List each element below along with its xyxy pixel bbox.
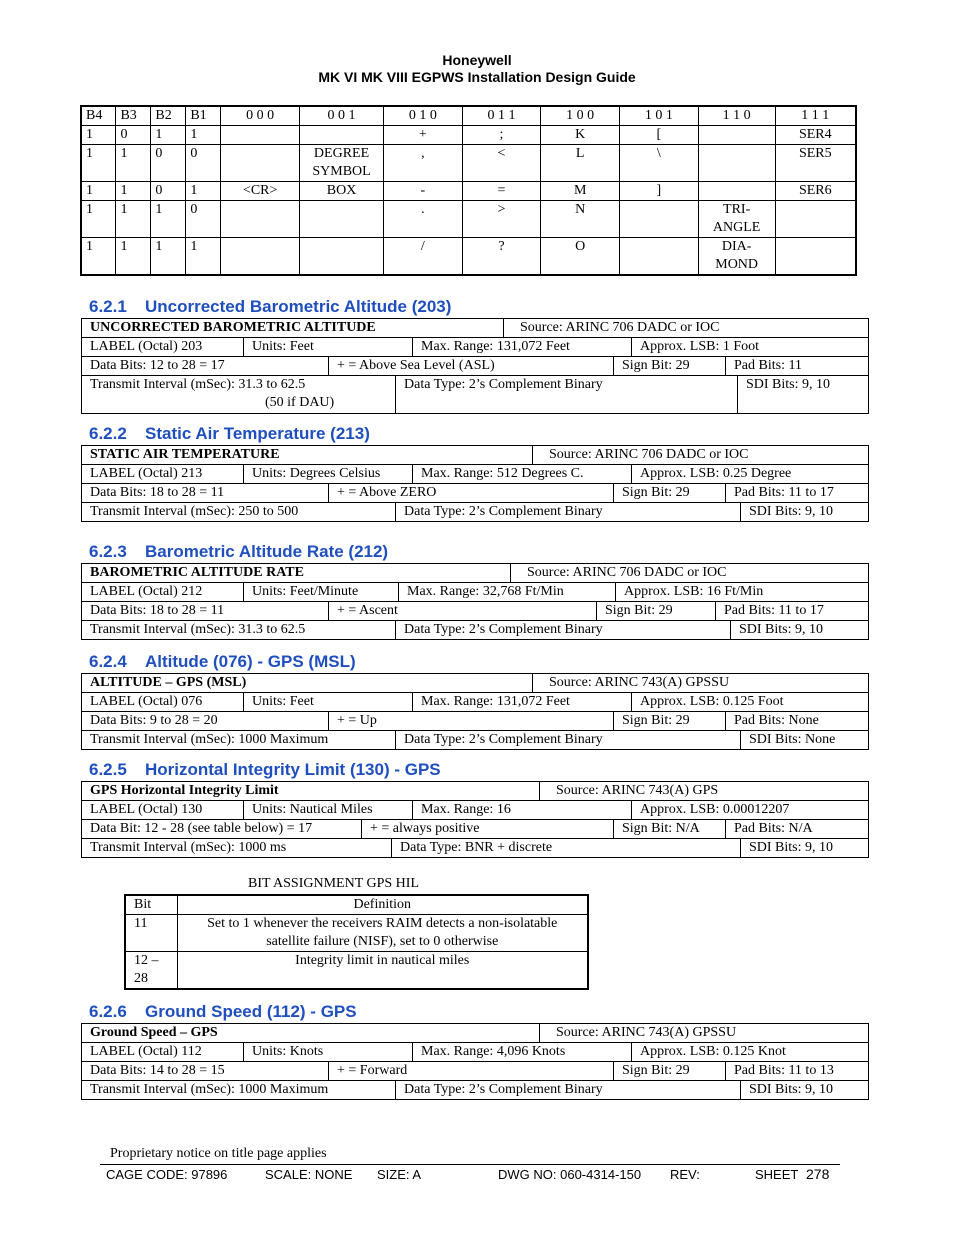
char-cell: BOX <box>300 182 384 201</box>
param-positive-sense: + = Ascent <box>328 602 398 620</box>
param-range: Max. Range: 512 Degrees C. <box>412 465 584 483</box>
param-label: LABEL (Octal) 130 <box>90 802 203 817</box>
char-col-header: 0 0 1 <box>300 106 384 126</box>
param-name: Ground Speed – GPS <box>90 1025 218 1040</box>
param-interval: Transmit Interval (mSec): 1000 ms <box>90 840 287 855</box>
char-cell <box>698 126 775 145</box>
char-cell: SER6 <box>775 182 856 201</box>
param-units: Units: Feet/Minute <box>243 583 358 601</box>
char-cell: L <box>541 145 620 182</box>
hil-bit: 12 – 28 <box>125 952 177 990</box>
section-number: 6.2.2 <box>89 424 127 443</box>
char-col-header: 1 0 1 <box>620 106 699 126</box>
char-cell: 1 <box>151 201 186 238</box>
param-source: Source: ARINC 743(A) GPS <box>539 782 718 800</box>
char-cell: [ <box>620 126 699 145</box>
section-title: Uncorrected Barometric Altitude (203) <box>145 297 452 316</box>
hil-caption: BIT ASSIGNMENT GPS HIL <box>248 876 420 891</box>
param-interval-note: (50 if DAU) <box>265 395 335 410</box>
param-positive-sense: + = Above Sea Level (ASL) <box>328 357 495 375</box>
param-interval-cell <box>82 731 328 749</box>
section-number: 6.2.5 <box>89 760 127 779</box>
param-label: LABEL (Octal) 203 <box>90 339 203 354</box>
param-range: Max. Range: 4,096 Knots <box>412 1043 565 1061</box>
param-name: GPS Horizontal Integrity Limit <box>90 783 279 798</box>
char-cell <box>300 238 384 276</box>
param-lsb: Approx. LSB: 16 Ft/Min <box>615 583 763 601</box>
char-cell <box>775 238 856 276</box>
dwg-no: DWG NO: 060-4314-150 <box>498 1167 642 1182</box>
char-cell: 0 <box>151 182 186 201</box>
param-table <box>81 318 869 414</box>
section-heading <box>89 297 451 317</box>
param-interval: Transmit Interval (mSec): 31.3 to 62.5 <box>90 622 306 637</box>
param-sdi-bits: SDI Bits: 9, 10 <box>740 839 833 857</box>
param-range: Max. Range: 16 <box>412 801 511 819</box>
footer-rule <box>100 1164 840 1165</box>
char-cell: 1 <box>116 145 151 182</box>
hil-col-def: Definition <box>177 895 588 915</box>
proprietary-notice: Proprietary notice on title page applies <box>110 1146 327 1161</box>
param-sdi-bits: SDI Bits: None <box>740 731 835 749</box>
cage-code: CAGE CODE: 97896 <box>106 1167 228 1182</box>
hil-def: Integrity limit in nautical miles <box>177 952 588 990</box>
param-source: Source: ARINC 743(A) GPSSU <box>539 1024 736 1042</box>
param-sign-bit: Sign Bit: 29 <box>613 357 690 375</box>
param-name: ALTITUDE – GPS (MSL) <box>90 675 247 690</box>
param-pad-bits: Pad Bits: None <box>725 712 819 730</box>
section-heading <box>89 760 441 780</box>
char-col-header: 0 1 0 <box>383 106 462 126</box>
char-col-header: B2 <box>151 106 186 126</box>
param-sdi-bits: SDI Bits: 9, 10 <box>740 1081 833 1099</box>
char-cell: 1 <box>81 145 116 182</box>
char-cell: - <box>383 182 462 201</box>
section-title: Static Air Temperature (213) <box>145 424 370 443</box>
char-cell: O <box>541 238 620 276</box>
scale: SCALE: NONE <box>265 1167 353 1182</box>
char-cell: + <box>383 126 462 145</box>
param-range: Max. Range: 131,072 Feet <box>412 693 570 711</box>
param-data-type: Data Type: BNR + discrete <box>391 839 552 857</box>
param-sdi-bits: SDI Bits: 9, 10 <box>737 376 830 413</box>
param-pad-bits: Pad Bits: 11 to 17 <box>715 602 824 620</box>
char-cell: M <box>541 182 620 201</box>
param-databits: Data Bit: 12 - 28 (see table below) = 17 <box>90 821 313 836</box>
hil-def: Set to 1 whenever the receivers RAIM detects a non-isolatable satellite failure (NISF), set to 0 otherwise <box>177 915 588 952</box>
section-heading <box>89 542 388 562</box>
section-title: Barometric Altitude Rate (212) <box>145 542 389 561</box>
param-positive-sense: + = always positive <box>361 820 480 838</box>
param-label: LABEL (Octal) 212 <box>90 584 203 599</box>
param-data-type: Data Type: 2’s Complement Binary <box>395 503 603 521</box>
char-cell: 1 <box>81 201 116 238</box>
param-interval-cell <box>82 839 286 857</box>
section-heading <box>89 1002 357 1022</box>
param-data-type: Data Type: 2’s Complement Binary <box>395 1081 603 1099</box>
char-cell <box>620 201 699 238</box>
param-databits: Data Bits: 14 to 28 = 15 <box>90 1063 225 1078</box>
param-table <box>81 445 869 522</box>
hil-bit: 11 <box>125 915 177 952</box>
char-cell: SER4 <box>775 126 856 145</box>
section-number: 6.2.4 <box>89 652 127 671</box>
param-range: Max. Range: 32,768 Ft/Min <box>398 583 564 601</box>
char-cell: 1 <box>186 238 221 276</box>
param-positive-sense: + = Above ZERO <box>328 484 436 502</box>
param-data-type: Data Type: 2’s Complement Binary <box>395 731 603 749</box>
param-range: Max. Range: 131,072 Feet <box>412 338 570 356</box>
char-cell: ? <box>462 238 541 276</box>
char-cell <box>221 145 300 182</box>
char-cell: 0 <box>151 145 186 182</box>
char-cell: DEGREE SYMBOL <box>300 145 384 182</box>
char-cell: 1 <box>116 201 151 238</box>
param-label: LABEL (Octal) 112 <box>90 1044 202 1059</box>
char-cell: = <box>462 182 541 201</box>
param-databits: Data Bits: 12 to 28 = 17 <box>90 358 225 373</box>
header-company: Honeywell <box>442 52 512 68</box>
param-interval-cell <box>82 1081 328 1099</box>
param-sdi-bits: SDI Bits: 9, 10 <box>730 621 823 639</box>
char-col-header: 0 1 1 <box>462 106 541 126</box>
section-title: Altitude (076) - GPS (MSL) <box>145 652 356 671</box>
param-sign-bit: Sign Bit: 29 <box>613 712 690 730</box>
section-heading <box>89 652 356 672</box>
param-databits: Data Bits: 9 to 28 = 20 <box>90 713 218 728</box>
param-label: LABEL (Octal) 076 <box>90 694 203 709</box>
char-cell: , <box>383 145 462 182</box>
param-units: Units: Feet <box>243 693 314 711</box>
char-cell: TRI-ANGLE <box>698 201 775 238</box>
param-positive-sense: + = Forward <box>328 1062 407 1080</box>
char-cell: N <box>541 201 620 238</box>
param-databits: Data Bits: 18 to 28 = 11 <box>90 485 225 500</box>
char-col-header: 1 1 1 <box>775 106 856 126</box>
char-cell: DIA-MOND <box>698 238 775 276</box>
char-cell <box>775 201 856 238</box>
param-source: Source: ARINC 706 DADC or IOC <box>510 564 727 582</box>
char-cell <box>221 201 300 238</box>
param-lsb: Approx. LSB: 0.125 Foot <box>631 693 784 711</box>
char-cell: ; <box>462 126 541 145</box>
char-cell <box>221 126 300 145</box>
param-pad-bits: Pad Bits: N/A <box>725 820 813 838</box>
char-cell: 1 <box>116 182 151 201</box>
param-interval: Transmit Interval (mSec): 1000 Maximum <box>90 1082 329 1097</box>
param-interval: Transmit Interval (mSec): 31.3 to 62.5 <box>90 377 306 392</box>
param-source: Source: ARINC 706 DADC or IOC <box>503 319 720 337</box>
param-pad-bits: Pad Bits: 11 to 13 <box>725 1062 834 1080</box>
char-cell: <CR> <box>221 182 300 201</box>
char-cell: SER5 <box>775 145 856 182</box>
section-number: 6.2.6 <box>89 1002 127 1021</box>
param-units: Units: Feet <box>243 338 314 356</box>
param-lsb: Approx. LSB: 0.125 Knot <box>631 1043 786 1061</box>
char-cell <box>300 126 384 145</box>
param-databits: Data Bits: 18 to 28 = 11 <box>90 603 225 618</box>
param-source: Source: ARINC 743(A) GPSSU <box>532 674 729 692</box>
param-pad-bits: Pad Bits: 11 <box>725 357 802 375</box>
size: SIZE: A <box>377 1167 422 1182</box>
char-col-header: B3 <box>116 106 151 126</box>
param-interval-cell <box>82 503 298 521</box>
param-lsb: Approx. LSB: 0.00012207 <box>631 801 789 819</box>
section-title: Horizontal Integrity Limit (130) - GPS <box>145 760 441 779</box>
param-interval-cell <box>82 621 305 639</box>
rev: REV: <box>670 1167 700 1182</box>
param-data-type: Data Type: 2’s Complement Binary <box>395 376 603 413</box>
char-cell <box>698 182 775 201</box>
char-cell: 1 <box>186 182 221 201</box>
char-cell <box>221 238 300 276</box>
char-cell: 1 <box>81 126 116 145</box>
param-table <box>81 563 869 640</box>
char-cell: 0 <box>186 145 221 182</box>
param-table <box>81 673 869 750</box>
section-number: 6.2.1 <box>89 297 127 316</box>
sheet-number: 278 <box>806 1166 830 1182</box>
char-col-header: 1 0 0 <box>541 106 620 126</box>
sheet-label: SHEET <box>755 1167 799 1182</box>
param-positive-sense: + = Up <box>328 712 377 730</box>
char-cell: < <box>462 145 541 182</box>
param-table <box>81 1023 869 1100</box>
char-table <box>80 105 857 276</box>
char-cell: \ <box>620 145 699 182</box>
hil-col-bit: Bit <box>125 895 177 915</box>
char-cell: 1 <box>116 238 151 276</box>
char-cell: 0 <box>116 126 151 145</box>
char-cell: K <box>541 126 620 145</box>
char-cell: 1 <box>151 126 186 145</box>
param-data-type: Data Type: 2’s Complement Binary <box>395 621 603 639</box>
char-col-header: 0 0 0 <box>221 106 300 126</box>
section-number: 6.2.3 <box>89 542 127 561</box>
param-interval: Transmit Interval (mSec): 250 to 500 <box>90 504 299 519</box>
param-pad-bits: Pad Bits: 11 to 17 <box>725 484 834 502</box>
char-cell <box>300 201 384 238</box>
param-name: UNCORRECTED BAROMETRIC ALTITUDE <box>90 320 376 335</box>
param-units: Units: Nautical Miles <box>243 801 373 819</box>
param-lsb: Approx. LSB: 0.25 Degree <box>631 465 791 483</box>
section-title: Ground Speed (112) - GPS <box>145 1002 357 1021</box>
char-cell: 1 <box>81 182 116 201</box>
param-source: Source: ARINC 706 DADC or IOC <box>532 446 749 464</box>
param-interval: Transmit Interval (mSec): 1000 Maximum <box>90 732 329 747</box>
param-sign-bit: Sign Bit: N/A <box>613 820 700 838</box>
param-label: LABEL (Octal) 213 <box>90 466 203 481</box>
param-sign-bit: Sign Bit: 29 <box>613 1062 690 1080</box>
char-cell: ] <box>620 182 699 201</box>
char-cell: 1 <box>186 126 221 145</box>
char-col-header: B1 <box>186 106 221 126</box>
char-cell: 0 <box>186 201 221 238</box>
header-doc-title: MK VI MK VIII EGPWS Installation Design Guide <box>318 69 636 85</box>
param-sign-bit: Sign Bit: 29 <box>596 602 673 620</box>
char-cell <box>620 238 699 276</box>
param-table <box>81 781 869 858</box>
char-cell: 1 <box>151 238 186 276</box>
char-cell: . <box>383 201 462 238</box>
param-lsb: Approx. LSB: 1 Foot <box>631 338 759 356</box>
hil-table <box>124 894 589 990</box>
char-cell <box>698 145 775 182</box>
param-sdi-bits: SDI Bits: 9, 10 <box>740 503 833 521</box>
section-heading <box>89 424 370 444</box>
param-sign-bit: Sign Bit: 29 <box>613 484 690 502</box>
param-interval-cell <box>82 376 334 413</box>
char-cell: / <box>383 238 462 276</box>
char-cell: 1 <box>81 238 116 276</box>
param-units: Units: Degrees Celsius <box>243 465 380 483</box>
char-col-header: B4 <box>81 106 116 126</box>
char-col-header: 1 1 0 <box>698 106 775 126</box>
param-units: Units: Knots <box>243 1043 323 1061</box>
param-name: STATIC AIR TEMPERATURE <box>90 447 280 462</box>
param-name: BAROMETRIC ALTITUDE RATE <box>90 565 304 580</box>
char-cell: > <box>462 201 541 238</box>
